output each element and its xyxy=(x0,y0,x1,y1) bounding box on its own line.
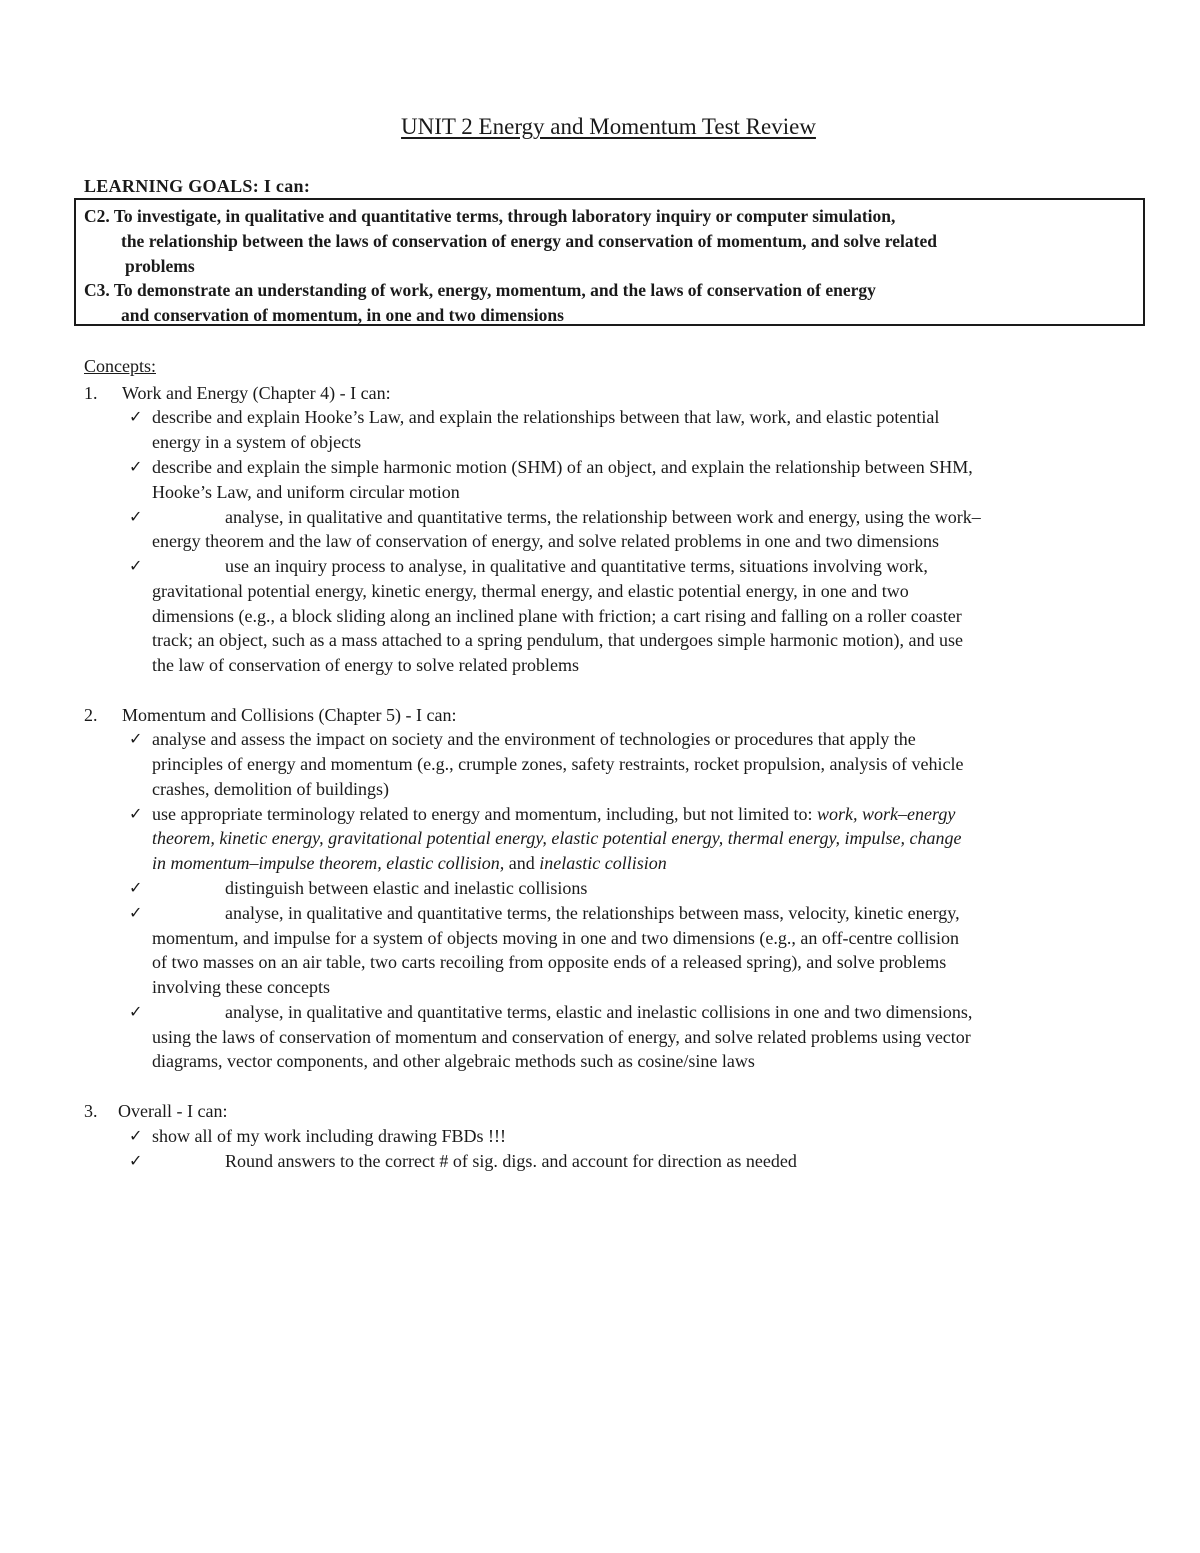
s1-item4-line3: dimensions (e.g., a block sliding along an inclined plane with friction; a cart rising and falling on a roller coaster xyxy=(152,606,962,626)
s1-item3-line1: analyse, in qualitative and quantitative terms, the relationship between work and energy, using the work– xyxy=(225,507,981,527)
checkmark-icon: ✓ xyxy=(129,457,143,476)
section-2-heading xyxy=(84,703,456,727)
section-heading-text: Work and Energy (Chapter 4) - I can: xyxy=(122,383,391,403)
checkmark-icon: ✓ xyxy=(129,556,143,575)
checkmark-icon: ✓ xyxy=(129,804,143,823)
s1-item4-line4: track; an object, such as a mass attached to a spring pendulum, that undergoes simple harmonic motion), and use xyxy=(152,630,963,650)
s1-item4-line1: use an inquiry process to analyse, in qualitative and quantitative terms, situations involving work, xyxy=(225,556,928,576)
section-1-heading xyxy=(84,381,391,405)
s1-item1-line1: describe and explain Hooke’s Law, and explain the relationships between that law, work, and elastic potential xyxy=(152,407,940,427)
page-title: UNIT 2 Energy and Momentum Test Review xyxy=(401,114,816,139)
checkmark-icon: ✓ xyxy=(129,729,143,748)
s2-item1-line3: crashes, demolition of buildings) xyxy=(152,779,389,799)
s2-item1-line1: analyse and assess the impact on society and the environment of technologies or procedures that apply the xyxy=(152,729,916,749)
checkmark-icon: ✓ xyxy=(129,1126,143,1145)
goal-c3-line-1: C3. To demonstrate an understanding of work, energy, momentum, and the laws of conservation of energy xyxy=(84,280,876,300)
section-number: 1. xyxy=(84,383,98,403)
terminology-terms: in momentum–impulse theorem, elastic collision, xyxy=(152,853,505,873)
section-number: 2. xyxy=(84,705,98,725)
s2-item1-line2: principles of energy and momentum (e.g., crumple zones, safety restraints, rocket propulsion, analysis of vehicle xyxy=(152,754,964,774)
s2-item2-line3 xyxy=(152,851,667,875)
s1-item4-line2: gravitational potential energy, kinetic energy, thermal energy, and elastic potential energy, in one and two xyxy=(152,581,909,601)
checkmark-icon: ✓ xyxy=(129,507,143,526)
checkmark-icon: ✓ xyxy=(129,407,143,426)
learning-goals-box xyxy=(74,198,1145,326)
learning-goals-heading: LEARNING GOALS: I can: xyxy=(84,176,311,196)
checkmark-icon: ✓ xyxy=(129,1002,143,1021)
terminology-and: and xyxy=(504,853,540,873)
s2-item4-line2: momentum, and impulse for a system of objects moving in one and two dimensions (e.g., an off-centre collision xyxy=(152,928,960,948)
checkmark-icon: ✓ xyxy=(129,903,143,922)
concepts-label: Concepts: xyxy=(84,356,156,376)
s1-item2-line1: describe and explain the simple harmonic motion (SHM) of an object, and explain the relationship between SHM, xyxy=(152,457,973,477)
section-3-heading xyxy=(84,1099,227,1123)
checkmark-icon: ✓ xyxy=(129,1151,143,1170)
terminology-terms: inelastic collision xyxy=(539,853,667,873)
section-number: 3. xyxy=(84,1101,98,1121)
s2-item2-line2: theorem, kinetic energy, gravitational potential energy, elastic potential energy, thermal energy, impulse, change xyxy=(152,828,962,848)
s3-item1-line1: show all of my work including drawing FBDs !!! xyxy=(152,1126,506,1146)
goal-c2-line-1: C2. To investigate, in qualitative and quantitative terms, through laboratory inquiry or computer simulation, xyxy=(84,206,896,226)
checkmark-icon: ✓ xyxy=(129,878,143,897)
s2-item5-line1: analyse, in qualitative and quantitative terms, elastic and inelastic collisions in one and two dimensions, xyxy=(225,1002,973,1022)
terminology-intro: use appropriate terminology related to energy and momentum, including, but not limited to: xyxy=(152,804,818,824)
s2-item5-line3: diagrams, vector components, and other algebraic methods such as cosine/sine laws xyxy=(152,1051,755,1071)
s2-item5-line2: using the laws of conservation of momentum and conservation of energy, and solve related problems using vector xyxy=(152,1027,971,1047)
s2-item4-line3: of two masses on an air table, two carts recoiling from opposite ends of a released spring), and solve problems xyxy=(152,952,947,972)
goal-c2-line-2: the relationship between the laws of conservation of energy and conservation of momentum, and solve related xyxy=(121,231,937,251)
goal-c2-line-3: problems xyxy=(125,256,195,276)
s2-item4-line1: analyse, in qualitative and quantitative terms, the relationships between mass, velocity, kinetic energy, xyxy=(225,903,960,923)
terminology-terms: work, work–energy xyxy=(817,804,956,824)
s1-item3-line2: energy theorem and the law of conservation of energy, and solve related problems in one and two dimensions xyxy=(152,531,939,551)
section-heading-text: Overall - I can: xyxy=(118,1101,228,1121)
goal-c3-line-2: and conservation of momentum, in one and two dimensions xyxy=(121,305,564,325)
section-heading-text: Momentum and Collisions (Chapter 5) - I can: xyxy=(122,705,457,725)
s1-item2-line2: Hooke’s Law, and uniform circular motion xyxy=(152,482,460,502)
s3-item2-line1: Round answers to the correct # of sig. digs. and account for direction as needed xyxy=(225,1151,797,1171)
s1-item1-line2: energy in a system of objects xyxy=(152,432,362,452)
s2-item4-line4: involving these concepts xyxy=(152,977,330,997)
s1-item4-line5: the law of conservation of energy to solve related problems xyxy=(152,655,580,675)
s2-item3-line1: distinguish between elastic and inelastic collisions xyxy=(225,878,588,898)
s2-item2-line1 xyxy=(152,802,955,826)
